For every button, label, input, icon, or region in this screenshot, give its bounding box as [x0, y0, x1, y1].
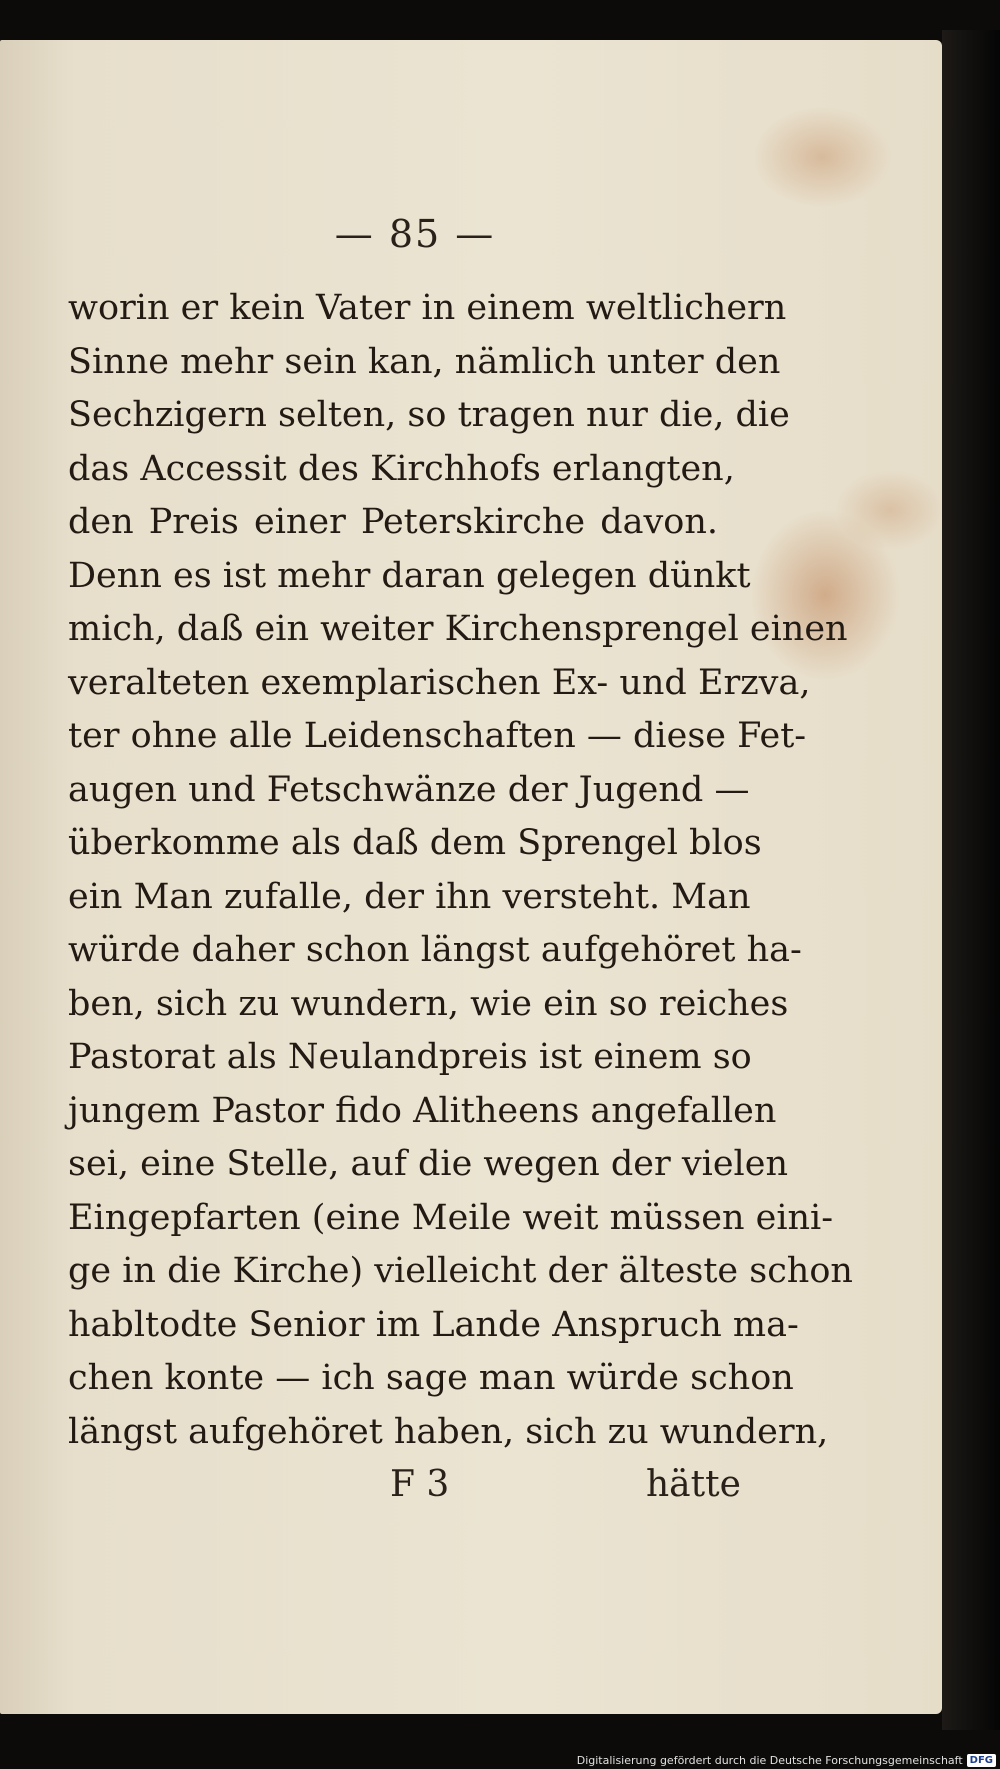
catchword: hätte	[646, 1464, 741, 1505]
text-line: mich, daß ein weiter Kirchensprengel einen	[68, 609, 848, 649]
body-text	[68, 282, 853, 1459]
text-line: das Accessit des Kirchhofs erlangten,	[68, 448, 735, 489]
text-line: ein Man zufalle, der ihn versteht. Man	[68, 876, 751, 917]
signature-mark: F 3	[390, 1464, 450, 1505]
text-line: Sechzigern selten, so tragen nur die, die	[68, 395, 790, 435]
text-line: Denn es ist mehr daran gelegen dünkt	[68, 555, 751, 596]
dfg-logo-icon: DFG	[967, 1754, 996, 1767]
text-line: Eingepfarten (eine Meile weit müssen eini-	[68, 1197, 834, 1238]
text-line: ge in die Kirche) vielleicht der älteste schon	[68, 1251, 853, 1291]
page-edge-shadow	[942, 30, 1000, 1730]
text-line: chen konte — ich sage man würde schon	[68, 1358, 794, 1398]
text-line: längst aufgehöret haben, sich zu wundern,	[68, 1411, 829, 1452]
text-line: veralteten exemplarischen Ex- und Erzva,	[68, 662, 811, 703]
credit-text: Digitalisierung gefördert durch die Deutsche Forschungsgemeinschaft	[576, 1754, 963, 1767]
text-line: augen und Fetschwänze der Jugend —	[68, 769, 750, 810]
text-line: ben, sich zu wundern, wie ein so reiches	[68, 983, 789, 1024]
text-line: ter ohne alle Leidenschaften — diese Fet-	[68, 716, 807, 756]
text-line: überkomme als daß dem Sprengel blos	[68, 823, 762, 863]
text-line: Pastorat als Neulandpreis ist einem so	[68, 1037, 752, 1077]
text-line: den Preis einer Peterskirche davon.	[68, 502, 718, 542]
digitization-credit	[577, 1754, 996, 1767]
page-number: — 85 —	[334, 212, 496, 256]
text-line: habltodte Senior im Lande Anspruch ma-	[68, 1304, 799, 1345]
text-line: jungem Pastor fido Alitheens angefallen	[68, 1090, 777, 1131]
text-line: Sinne mehr sein kan, nämlich unter den	[68, 341, 781, 382]
text-line: würde daher schon längst aufgehöret ha-	[68, 930, 802, 970]
text-line: sei, eine Stelle, auf die wegen der vielen	[68, 1144, 788, 1184]
text-line: worin er kein Vater in einem weltlichern	[68, 288, 787, 328]
